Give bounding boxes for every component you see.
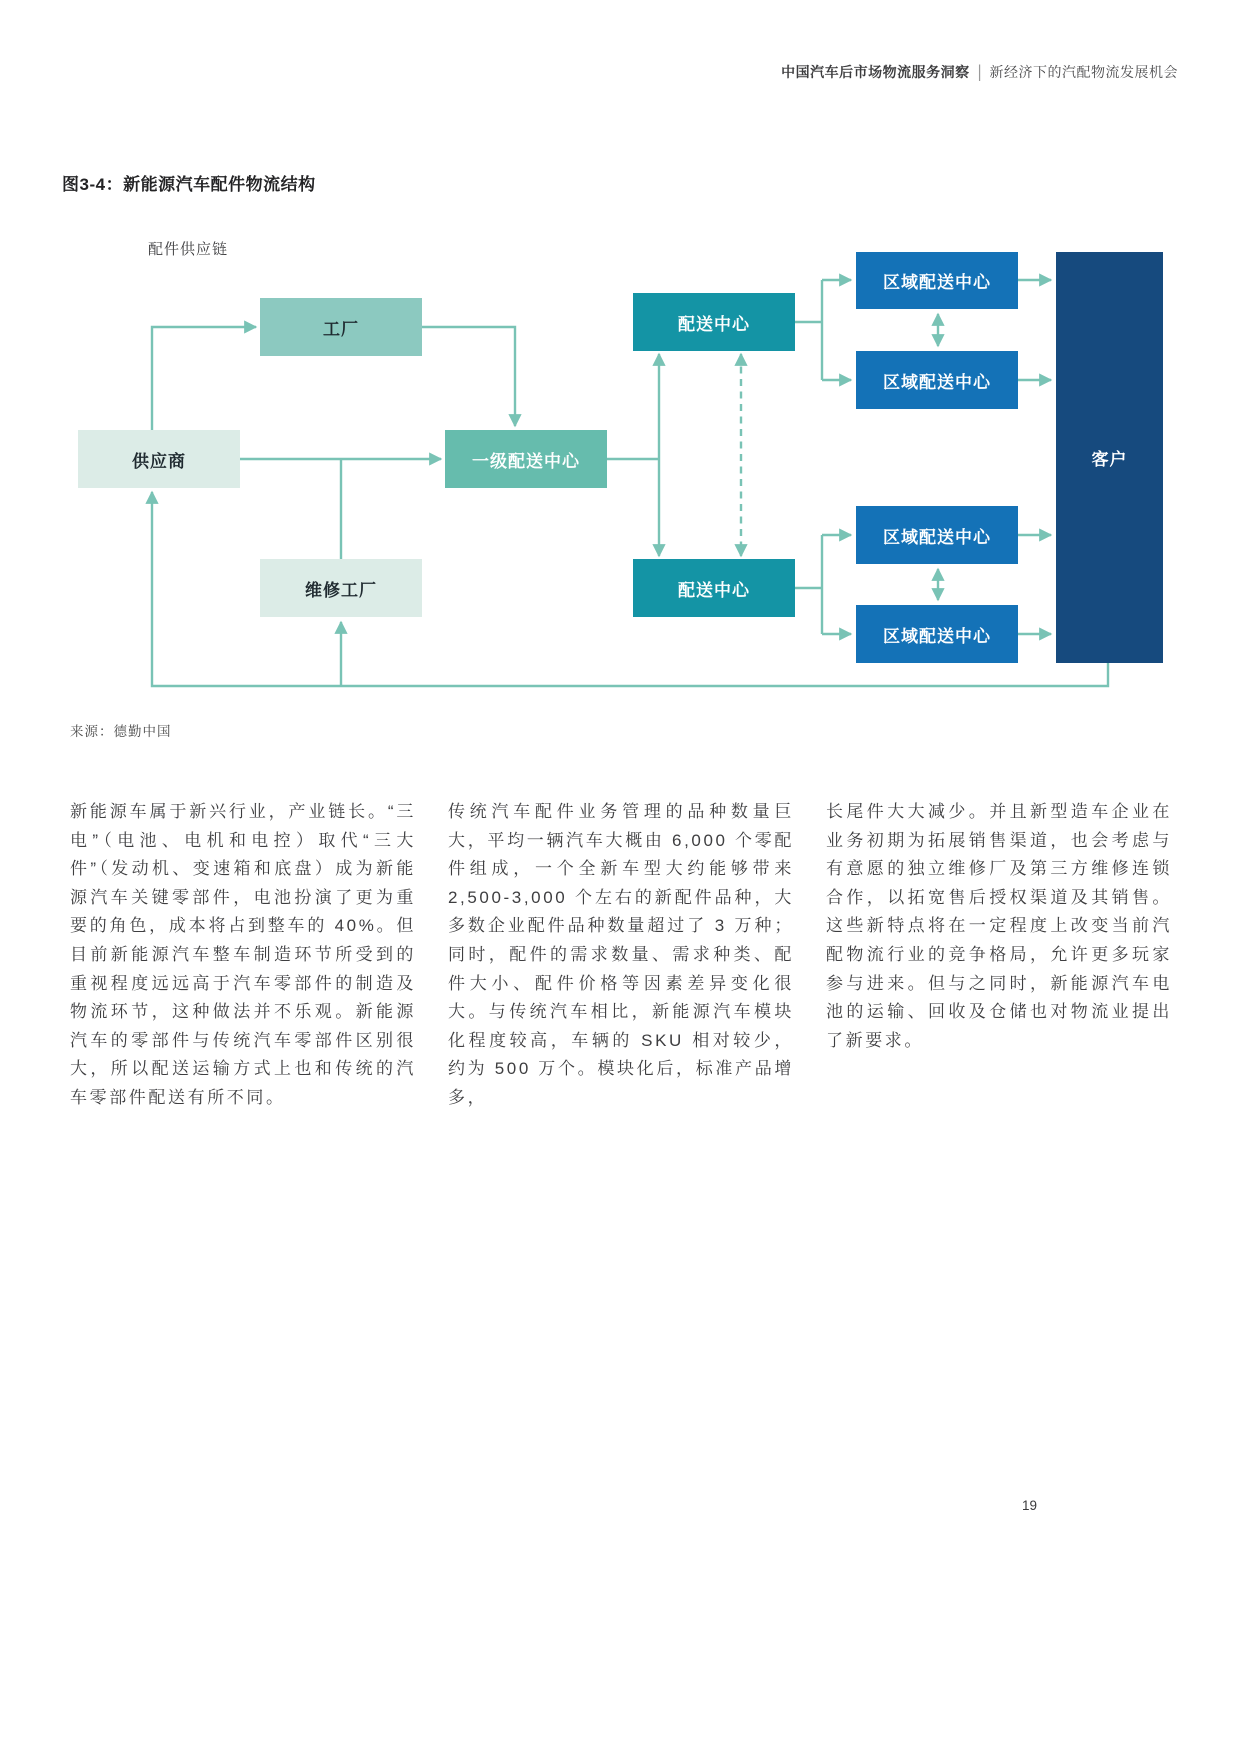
connector-arrows: [0, 0, 1240, 760]
header-separator: |: [977, 62, 982, 82]
node-customer: 客户: [1056, 252, 1163, 663]
figure-source: 来源：德勤中国: [70, 724, 172, 739]
node-regional-dc-4: 区域配送中心: [856, 605, 1018, 663]
header-subtitle: 新经济下的汽配物流发展机会: [989, 64, 1178, 80]
body-column-3: 长尾件大大减少。并且新型造车企业在业务初期为拓展销售渠道，也会考虑与有意愿的独立维修厂及第三方维修连锁合作，以拓宽售后授权渠道及其销售。这些新特点将在一定程度上改变当前汽配物流行业的竞争格局，允许更多玩家参与进来。但与之同时，新能源汽车电池的运输、回收及仓储也对物流业提出了新要求。: [826, 802, 1172, 1050]
node-repair-factory: 维修工厂: [260, 559, 422, 617]
node-regional-dc-3: 区域配送中心: [856, 506, 1018, 564]
edge-factory-primary: [422, 327, 515, 426]
header-brand: 中国汽车后市场物流服务洞察: [781, 64, 970, 80]
page-number: 19: [1022, 1498, 1038, 1513]
node-supplier: 供应商: [78, 430, 240, 488]
node-factory: 工厂: [260, 298, 422, 356]
body-column-2: 传统汽车配件业务管理的品种数量巨大，平均一辆汽车大概由 6,000 个零配件组成，一个全新车型大约能够带来 2,500-3,000 个左右的新配件品种，大多数企业配件品种数量超过了 3 万种；同时，配件的需求数量、需求种类、配件大小、配件价格等因素差异变化很大。与传统汽车相比，新能源汽车模块化程度较高，车辆的 SKU 相对较少，约为 500 万个。模块化后，标准产品增多，: [448, 802, 794, 1107]
edge-dcbot-bracket: [795, 535, 822, 634]
edge-dctop-bracket: [795, 280, 822, 380]
node-distribution-center-bottom: 配送中心: [633, 559, 795, 617]
node-distribution-center-top: 配送中心: [633, 293, 795, 351]
chain-label: 配件供应链: [148, 241, 229, 258]
body-column-1: 新能源车属于新兴行业，产业链长。“三电”（电池、电机和电控）取代“三大件”（发动机、变速箱和底盘）成为新能源汽车关键零部件，电池扮演了更为重要的角色，成本将占到整车的 40%。但目前新能源汽车整车制造环节所受到的重视程度远远高于汽车零部件的制造及物流环节，这种做法并不乐观。新能源汽车的零部件与传统汽车零部件区别很大，所以配送运输方式上也和传统的汽车零部件配送有所不同。: [70, 802, 416, 1107]
node-regional-dc-1: 区域配送中心: [856, 252, 1018, 309]
edge-supplier-factory: [152, 327, 256, 430]
parts-logistics-diagram: [0, 0, 1240, 760]
node-primary-distribution-center: 一级配送中心: [445, 430, 607, 488]
node-regional-dc-2: 区域配送中心: [856, 351, 1018, 409]
figure-title: 图3-4：新能源汽车配件物流结构: [62, 175, 316, 194]
